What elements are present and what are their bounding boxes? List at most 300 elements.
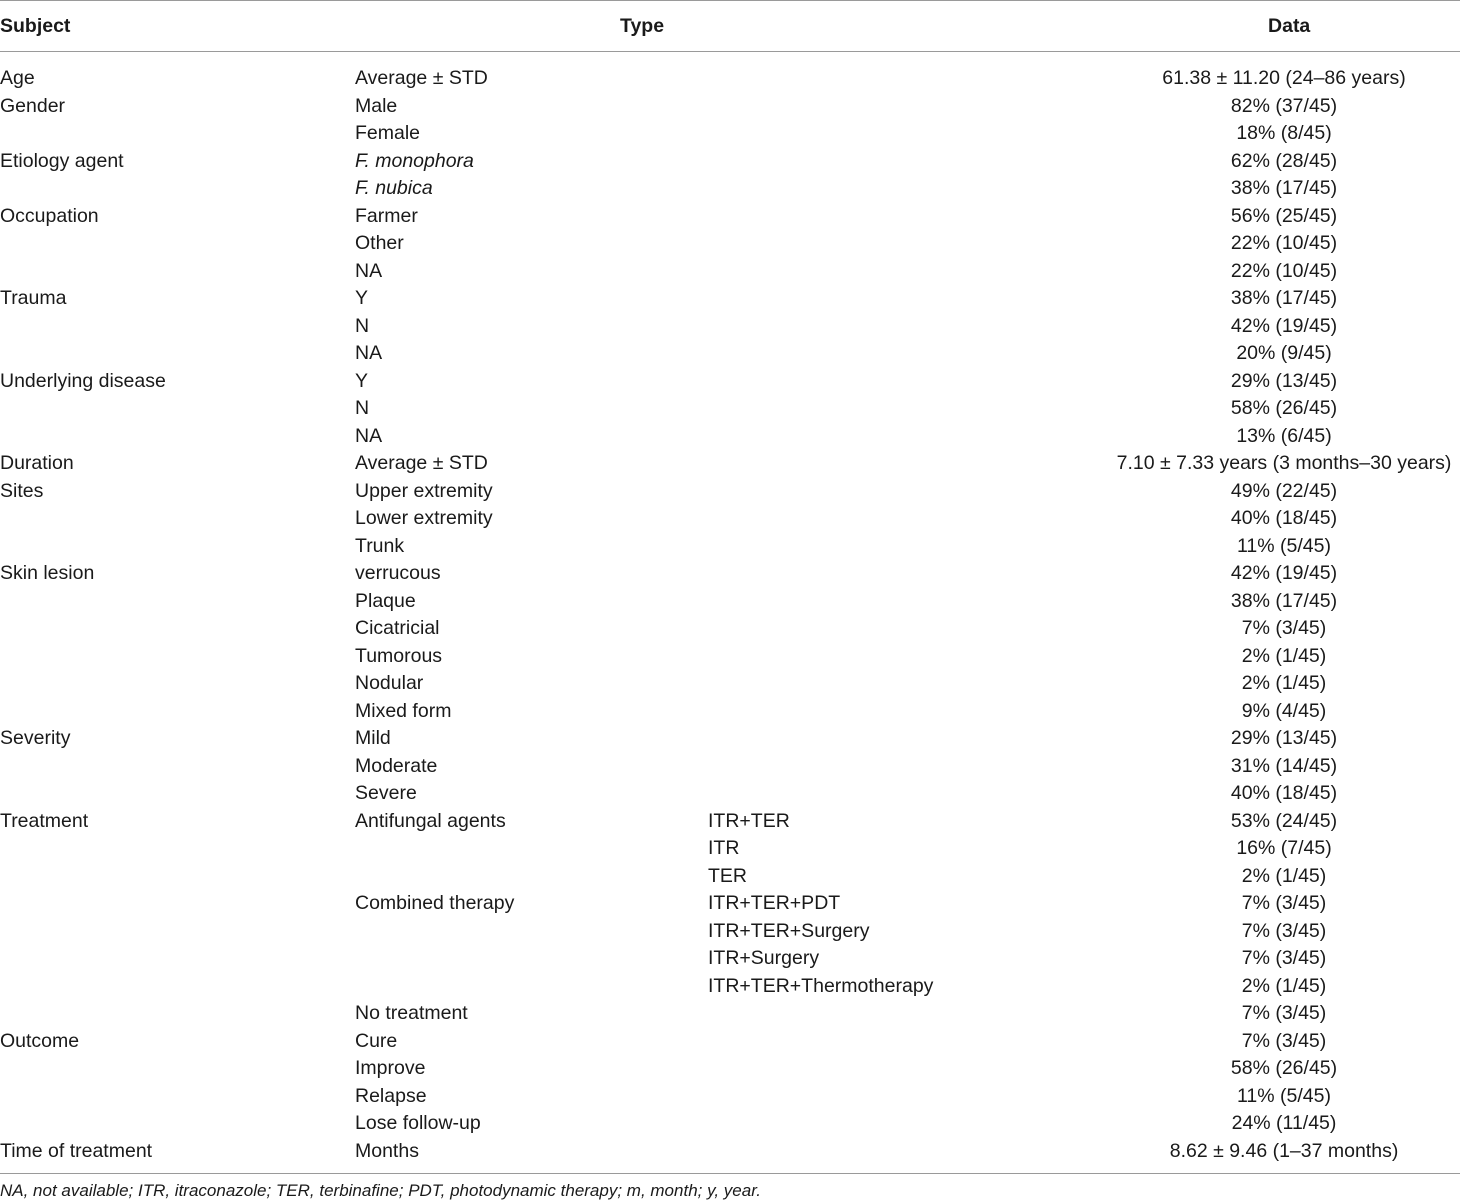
- cell-data: [1108, 890, 1460, 918]
- cell-data: [1108, 643, 1460, 671]
- cell-data: [1108, 1000, 1460, 1028]
- cell-type-text: Cicatricial: [355, 617, 440, 639]
- cell-subject-text: Trauma: [0, 287, 67, 309]
- table-row: [0, 1055, 1460, 1083]
- cell-type: [355, 1055, 708, 1083]
- table-row: [0, 423, 1460, 451]
- cell-subject-text: Occupation: [0, 204, 99, 227]
- cell-data-text: 22% (10/45): [1230, 259, 1338, 282]
- table-row: [0, 1138, 1460, 1174]
- cell-subtype-text: ITR+TER+PDT: [708, 892, 841, 914]
- cell-data-text: 2% (1/45): [1241, 974, 1327, 997]
- cell-type-text: NA: [355, 342, 383, 364]
- table-row: [0, 120, 1460, 148]
- cell-subject: [0, 890, 355, 918]
- table-row: [0, 230, 1460, 258]
- cell-data: [1108, 450, 1460, 478]
- table-row: [0, 533, 1460, 561]
- table-row: [0, 918, 1460, 946]
- cell-type: [355, 560, 708, 588]
- cell-data-text: 82% (37/45): [1230, 94, 1338, 117]
- cell-subtype: [708, 780, 1108, 808]
- cell-data: [1108, 505, 1460, 533]
- cell-data: [1108, 368, 1460, 396]
- cell-type-text: Trunk: [355, 534, 405, 557]
- cell-type-text: Months: [355, 1139, 419, 1162]
- cell-data: [1108, 533, 1460, 561]
- cell-data: [1108, 258, 1460, 286]
- cell-subtype: [708, 835, 1108, 863]
- cell-subtype: [708, 52, 1108, 93]
- cell-subtype: [708, 313, 1108, 341]
- cell-data: [1108, 1138, 1460, 1174]
- cell-subtype: [708, 505, 1108, 533]
- cell-subject: [0, 285, 355, 313]
- cell-data: [1108, 780, 1460, 808]
- cell-subtype: [708, 588, 1108, 616]
- cell-type-text: Cure: [355, 1029, 398, 1052]
- cell-type-text: N: [355, 314, 370, 337]
- table-row: [0, 175, 1460, 203]
- cell-subject: [0, 478, 355, 506]
- table-row: [0, 52, 1460, 93]
- cell-data-text: 11% (5/45): [1237, 1084, 1331, 1107]
- table-row: [0, 1110, 1460, 1138]
- cell-subject: [0, 973, 355, 1001]
- cell-type: [355, 285, 708, 313]
- cell-subject: [0, 808, 355, 836]
- cell-subject-text: Outcome: [0, 1029, 80, 1052]
- cell-data-text: 9% (4/45): [1241, 699, 1327, 722]
- cell-data-text: 62% (28/45): [1230, 149, 1338, 172]
- cell-type: [355, 973, 708, 1001]
- cell-type: [355, 670, 708, 698]
- cell-data: [1108, 478, 1460, 506]
- cell-subtype-text: ITR+Surgery: [708, 947, 820, 969]
- cell-type: [355, 780, 708, 808]
- cell-type: [355, 450, 708, 478]
- cell-data-text: 2% (1/45): [1241, 644, 1327, 667]
- cell-subject: [0, 725, 355, 753]
- cell-subtype: [708, 478, 1108, 506]
- cell-subject: [0, 203, 355, 231]
- cell-type-text: F. monophora: [355, 149, 474, 172]
- cell-data: [1108, 615, 1460, 643]
- table-row: [0, 340, 1460, 368]
- cell-data-text: 58% (26/45): [1230, 397, 1338, 419]
- cell-data-text: 58% (26/45): [1230, 1057, 1338, 1079]
- cell-type-text: N: [355, 397, 370, 419]
- cell-data-text: 7% (3/45): [1241, 1029, 1327, 1052]
- cell-subtype: [708, 93, 1108, 121]
- table-row: [0, 670, 1460, 698]
- table-row: [0, 808, 1460, 836]
- table-row: [0, 395, 1460, 423]
- cell-data-text: 29% (13/45): [1230, 727, 1338, 749]
- cell-data-text: 8.62 ± 9.46 (1–37 months): [1169, 1139, 1399, 1162]
- cell-subject: [0, 1000, 355, 1028]
- cell-type: [355, 1000, 708, 1028]
- cell-subject: [0, 643, 355, 671]
- cell-subject: [0, 835, 355, 863]
- cell-subject-text: Age: [0, 67, 35, 89]
- cell-type-text: Moderate: [355, 754, 438, 777]
- cell-data: [1108, 203, 1460, 231]
- cell-subject: [0, 533, 355, 561]
- cell-type-text: Combined therapy: [355, 892, 515, 914]
- cell-data-text: 38% (17/45): [1230, 589, 1338, 612]
- cell-type-text: Mild: [355, 727, 391, 749]
- table-row: [0, 560, 1460, 588]
- cell-data-text: 16% (7/45): [1236, 837, 1332, 859]
- cell-type: [355, 423, 708, 451]
- cell-type: [355, 1110, 708, 1138]
- table-header: [0, 1, 1460, 52]
- cell-subtype: [708, 230, 1108, 258]
- cell-subtype: [708, 340, 1108, 368]
- cell-data: [1108, 835, 1460, 863]
- cell-subtype: [708, 698, 1108, 726]
- cell-data: [1108, 52, 1460, 93]
- cell-data-text: 20% (9/45): [1236, 342, 1332, 364]
- cell-type: [355, 395, 708, 423]
- cell-data: [1108, 945, 1460, 973]
- cell-subject: [0, 588, 355, 616]
- cell-type: [355, 52, 708, 93]
- cell-type: [355, 478, 708, 506]
- cell-data: [1108, 698, 1460, 726]
- table-row: [0, 93, 1460, 121]
- cell-data: [1108, 1055, 1460, 1083]
- cell-data-text: 40% (18/45): [1230, 782, 1338, 804]
- cell-subtype: [708, 1000, 1108, 1028]
- cell-subject: [0, 313, 355, 341]
- cell-subject-text: Severity: [0, 727, 71, 749]
- cell-type: [355, 120, 708, 148]
- table-row: [0, 368, 1460, 396]
- cell-data-text: 13% (6/45): [1236, 424, 1332, 447]
- cell-subtype: [708, 120, 1108, 148]
- cell-type-text: Severe: [355, 782, 417, 804]
- cell-subject-text: Gender: [0, 94, 66, 117]
- table-row: [0, 1083, 1460, 1111]
- cell-subject: [0, 918, 355, 946]
- table-row: [0, 780, 1460, 808]
- cell-subtype: [708, 973, 1108, 1001]
- cell-type-text: Average ± STD: [355, 67, 488, 89]
- cell-type: [355, 258, 708, 286]
- table-row: [0, 505, 1460, 533]
- cell-subject: [0, 1110, 355, 1138]
- cell-data-text: 49% (22/45): [1230, 479, 1338, 502]
- cell-subtype: [708, 203, 1108, 231]
- cell-type: [355, 1138, 708, 1174]
- cell-type: [355, 1083, 708, 1111]
- cell-subject-text: Underlying disease: [0, 369, 166, 392]
- cell-subject-text: Treatment: [0, 809, 89, 832]
- cell-data: [1108, 918, 1460, 946]
- cell-subtype: [708, 450, 1108, 478]
- cell-subtype: [708, 1028, 1108, 1056]
- cell-subtype: [708, 1055, 1108, 1083]
- cell-subject: [0, 505, 355, 533]
- cell-type: [355, 505, 708, 533]
- cell-subject: [0, 395, 355, 423]
- cell-type-text: Plaque: [355, 589, 416, 612]
- cell-subtype: [708, 148, 1108, 176]
- cell-data-text: 7% (3/45): [1241, 919, 1327, 942]
- cell-subtype: [708, 258, 1108, 286]
- cell-subject: [0, 93, 355, 121]
- cell-data: [1108, 973, 1460, 1001]
- cell-type: [355, 533, 708, 561]
- cell-subject: [0, 863, 355, 891]
- header-row: [0, 1, 1460, 52]
- cell-subject: [0, 52, 355, 93]
- cell-type-text: Mixed form: [355, 699, 452, 722]
- cell-type: [355, 340, 708, 368]
- cell-data-text: 7% (3/45): [1241, 1002, 1327, 1024]
- cell-data: [1108, 93, 1460, 121]
- cell-type: [355, 93, 708, 121]
- cell-data: [1108, 863, 1460, 891]
- table-row: [0, 615, 1460, 643]
- table-row: [0, 450, 1460, 478]
- cell-subtype-text: ITR+TER+Thermotherapy: [708, 974, 934, 997]
- cell-subject: [0, 1083, 355, 1111]
- cell-data-text: 38% (17/45): [1230, 287, 1338, 309]
- table-row: [0, 258, 1460, 286]
- cell-type: [355, 808, 708, 836]
- table-row: [0, 588, 1460, 616]
- cell-type-text: No treatment: [355, 1002, 468, 1024]
- cell-subtype: [708, 615, 1108, 643]
- cell-subject: [0, 1138, 355, 1174]
- cell-type-text: Relapse: [355, 1084, 427, 1107]
- cell-type: [355, 890, 708, 918]
- table-row: [0, 753, 1460, 781]
- cell-subject-text: Duration: [0, 452, 74, 474]
- table-row: [0, 835, 1460, 863]
- cell-subtype: [708, 368, 1108, 396]
- cell-data-text: 7.10 ± 7.33 years (3 months–30 years): [1116, 452, 1452, 474]
- cell-subject: [0, 615, 355, 643]
- cell-data: [1108, 753, 1460, 781]
- cell-data-text: 7% (3/45): [1241, 947, 1327, 969]
- header-data: Data: [1108, 1, 1460, 52]
- cell-data-text: 38% (17/45): [1230, 177, 1338, 199]
- cell-type: [355, 230, 708, 258]
- cell-type: [355, 835, 708, 863]
- cell-subject: [0, 1055, 355, 1083]
- cell-subject: [0, 258, 355, 286]
- cell-subject-text: Skin lesion: [0, 562, 95, 584]
- cell-data-text: 42% (19/45): [1230, 314, 1338, 337]
- cell-subject: [0, 670, 355, 698]
- cell-type: [355, 918, 708, 946]
- table-row: [0, 1028, 1460, 1056]
- table-row: [0, 890, 1460, 918]
- cell-subtype: [708, 643, 1108, 671]
- cell-subject: [0, 148, 355, 176]
- cell-type-text: NA: [355, 259, 383, 282]
- cell-type-text: Y: [355, 369, 369, 392]
- cell-type-text: Farmer: [355, 204, 418, 227]
- cell-data: [1108, 588, 1460, 616]
- cell-subject: [0, 175, 355, 203]
- cell-data: [1108, 340, 1460, 368]
- cell-subtype: [708, 175, 1108, 203]
- cell-data-text: 7% (3/45): [1241, 617, 1327, 639]
- cell-subject-text: Sites: [0, 479, 44, 502]
- cell-subject: [0, 368, 355, 396]
- cell-data: [1108, 175, 1460, 203]
- cell-type: [355, 175, 708, 203]
- cell-type: [355, 588, 708, 616]
- cell-subtype: [708, 533, 1108, 561]
- cell-type-text: Improve: [355, 1057, 426, 1079]
- table-row: [0, 478, 1460, 506]
- cell-subtype: [708, 808, 1108, 836]
- table-row: [0, 643, 1460, 671]
- header-subject: Subject: [0, 1, 355, 52]
- cell-subject: [0, 340, 355, 368]
- cell-data: [1108, 230, 1460, 258]
- cell-data-text: 61.38 ± 11.20 (24–86 years): [1162, 67, 1406, 89]
- cell-subtype: [708, 945, 1108, 973]
- cell-type: [355, 643, 708, 671]
- cell-data: [1108, 395, 1460, 423]
- table-body: [0, 52, 1460, 1174]
- cell-type: [355, 203, 708, 231]
- cell-subject: [0, 1028, 355, 1056]
- cell-data: [1108, 313, 1460, 341]
- cell-subject: [0, 423, 355, 451]
- table-row: [0, 973, 1460, 1001]
- cell-data: [1108, 808, 1460, 836]
- cell-subtype: [708, 285, 1108, 313]
- header-type: Type: [355, 1, 1108, 52]
- cell-subtype-text: ITR+TER: [708, 809, 790, 832]
- cell-subject: [0, 450, 355, 478]
- cell-data: [1108, 1028, 1460, 1056]
- cell-type: [355, 615, 708, 643]
- cell-subtype: [708, 863, 1108, 891]
- cell-type: [355, 945, 708, 973]
- cell-data-text: 2% (1/45): [1241, 864, 1327, 887]
- cell-type-text: Y: [355, 287, 369, 309]
- cell-data: [1108, 148, 1460, 176]
- cell-subtype: [708, 725, 1108, 753]
- table-row: [0, 945, 1460, 973]
- cell-type-text: Lose follow-up: [355, 1112, 481, 1134]
- cell-subtype: [708, 1138, 1108, 1174]
- cell-subtype: [708, 423, 1108, 451]
- table-row: [0, 148, 1460, 176]
- cell-data: [1108, 120, 1460, 148]
- cell-data-text: 53% (24/45): [1230, 809, 1338, 832]
- cell-data: [1108, 560, 1460, 588]
- cell-type-text: Antifungal agents: [355, 809, 506, 832]
- cell-type-text: verrucous: [355, 562, 441, 584]
- cell-subject: [0, 560, 355, 588]
- cell-subtype: [708, 1083, 1108, 1111]
- cell-subtype: [708, 395, 1108, 423]
- cell-data: [1108, 1110, 1460, 1138]
- cell-type-text: Average ± STD: [355, 452, 488, 474]
- cell-type-text: Other: [355, 232, 404, 254]
- cell-data: [1108, 285, 1460, 313]
- cell-type-text: Upper extremity: [355, 479, 493, 502]
- cell-subtype: [708, 890, 1108, 918]
- cell-subject: [0, 698, 355, 726]
- table-row: [0, 863, 1460, 891]
- cell-type-text: Nodular: [355, 672, 424, 694]
- table-row: [0, 725, 1460, 753]
- cell-subtype: [708, 918, 1108, 946]
- cell-data-text: 11% (5/45): [1237, 534, 1331, 557]
- cell-type: [355, 725, 708, 753]
- cell-data-text: 29% (13/45): [1230, 369, 1338, 392]
- cell-subject: [0, 753, 355, 781]
- cell-subtype: [708, 1110, 1108, 1138]
- cell-data: [1108, 725, 1460, 753]
- cell-type-text: Tumorous: [355, 644, 443, 667]
- cell-subtype: [708, 670, 1108, 698]
- cell-type: [355, 1028, 708, 1056]
- cell-data-text: 24% (11/45): [1231, 1112, 1337, 1134]
- cell-type-text: F. nubica: [355, 177, 433, 199]
- cell-type: [355, 148, 708, 176]
- table-row: [0, 203, 1460, 231]
- cell-data: [1108, 670, 1460, 698]
- cell-type-text: Lower extremity: [355, 507, 493, 529]
- cell-data-text: 2% (1/45): [1241, 672, 1327, 694]
- cell-subject-text: Time of treatment: [0, 1139, 153, 1162]
- table-row: [0, 1000, 1460, 1028]
- cell-type: [355, 368, 708, 396]
- cell-data-text: 56% (25/45): [1230, 204, 1338, 227]
- cell-subtype-text: ITR: [708, 837, 740, 859]
- table-footnote: NA, not available; ITR, itraconazole; TER, terbinafine; PDT, photodynamic therapy; m, month; y, year.: [0, 1181, 761, 1200]
- cell-type-text: Female: [355, 122, 421, 144]
- cell-data-text: 31% (14/45): [1230, 754, 1338, 777]
- cell-data-text: 22% (10/45): [1230, 232, 1338, 254]
- cell-subject: [0, 945, 355, 973]
- cell-subject: [0, 230, 355, 258]
- table-row: [0, 698, 1460, 726]
- cell-data-text: 42% (19/45): [1230, 562, 1338, 584]
- table-row: [0, 313, 1460, 341]
- cell-subtype: [708, 560, 1108, 588]
- cell-type: [355, 698, 708, 726]
- cell-data-text: 18% (8/45): [1236, 122, 1332, 144]
- table-row: [0, 285, 1460, 313]
- cell-subtype: [708, 753, 1108, 781]
- cell-subject: [0, 120, 355, 148]
- cell-subtype-text: TER: [708, 864, 747, 887]
- cell-data: [1108, 423, 1460, 451]
- cell-type: [355, 313, 708, 341]
- cell-type: [355, 753, 708, 781]
- cell-type: [355, 863, 708, 891]
- cell-subject-text: Etiology agent: [0, 149, 124, 172]
- cell-type-text: Male: [355, 94, 398, 117]
- cell-type-text: NA: [355, 424, 383, 447]
- cell-data-text: 40% (18/45): [1230, 507, 1338, 529]
- cell-subtype-text: ITR+TER+Surgery: [708, 919, 870, 942]
- cell-data-text: 7% (3/45): [1241, 892, 1327, 914]
